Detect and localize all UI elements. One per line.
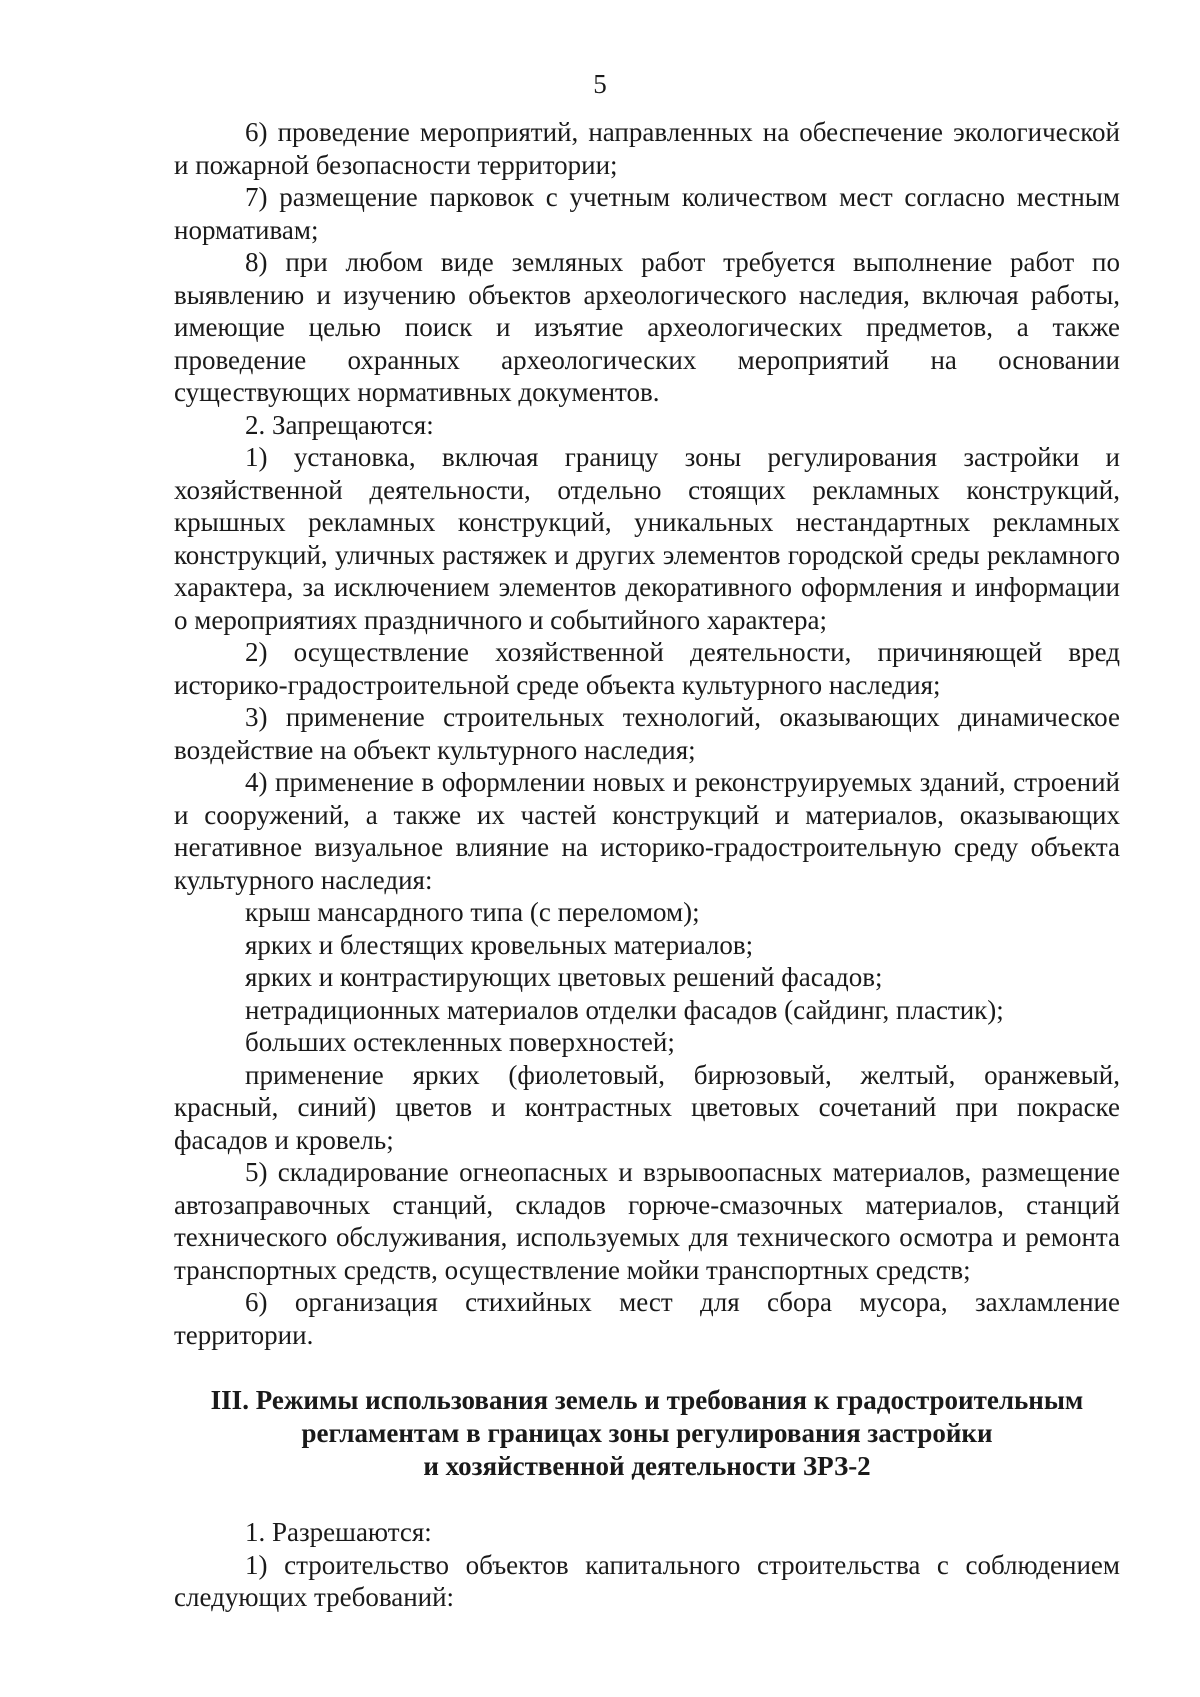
list-item: больших остекленных поверхностей; [245,1027,675,1057]
page-number: 5 [593,69,607,99]
list-item: крыш мансардного типа (с переломом); [245,897,700,927]
paragraph: 6) проведение мероприятий, направленных на обеспечение экологической и пожарной безопасности территории; [174,117,1120,180]
paragraph: 1) строительство объектов капитального строительства с соблюдением следующих требований: [174,1549,1120,1612]
list-item: ярких и блестящих кровельных материалов; [245,929,754,960]
list-item: нетрадиционных материалов отделки фасадов (сайдинг, пластик); [245,994,1004,1025]
paragraph: 1. Разрешаются: [245,1517,432,1547]
paragraph: 8) при любом виде земляных работ требуется выполнение работ по выявлению и изучению объектов археологического наследия, включая работы, имеющие целью поиск и изъятие археологических предметов, а также проведение охранных археологических мероприятий на основании существующих нормативных документов. [174,247,1120,407]
paragraph: 6) организация стихийных мест для сбора мусора, захламление территории. [174,1287,1120,1350]
paragraph: 3) применение строительных технологий, оказывающих динамическое воздействие на объект культурного наследия; [174,702,1120,765]
section-heading-line-1: III. Режимы использования земель и требования к градостроительным [210,1385,1084,1415]
section-heading [174,1384,1120,1483]
section-heading-line-3: и хозяйственной деятельности ЗРЗ-2 [423,1451,871,1481]
list-item: ярких и контрастирующих цветовых решений фасадов; [245,962,883,992]
section-before-heading [174,116,1120,1351]
paragraph: 1) установка, включая границу зоны регулирования застройки и хозяйственной деятельности, отдельно стоящих рекламных конструкций, крышных рекламных конструкций, уникальных нестандартных рекламных конструкций, уличных растяжек и других элементов городской среды рекламного характера, за исключением элементов декоративного оформления и информации о мероприятиях праздничного и событийного характера; [174,442,1120,635]
paragraph: 2) осуществление хозяйственной деятельности, причиняющей вред историко-градостроительной среде объекта культурного наследия; [174,637,1120,700]
paragraph: 4) применение в оформлении новых и реконструируемых зданий, строений и сооружений, а также их частей конструкций и материалов, оказывающих негативное визуальное влияние на историко-градостроительную среду объекта культурного наследия: [174,767,1120,895]
section-heading-line-2: регламентам в границах зоны регулирования застройки [301,1418,993,1448]
paragraph: 7) размещение парковок с учетным количеством мест согласно местным нормативам; [174,182,1120,245]
document-body [174,116,1120,1614]
paragraph: 2. Запрещаются: [245,409,434,440]
paragraph: 5) складирование огнеопасных и взрывоопасных материалов, размещение автозаправочных станций, складов горюче-смазочных материалов, станций технического обслуживания, используемых для технического осмотра и ремонта транспортных средств, осуществление мойки транспортных средств; [174,1157,1120,1285]
paragraph: применение ярких (фиолетовый, бирюзовый, желтый, оранжевый, красный, синий) цветов и контрастных цветовых сочетаний при покраске фасадов и кровель; [174,1059,1120,1155]
section-after-heading [174,1516,1120,1614]
